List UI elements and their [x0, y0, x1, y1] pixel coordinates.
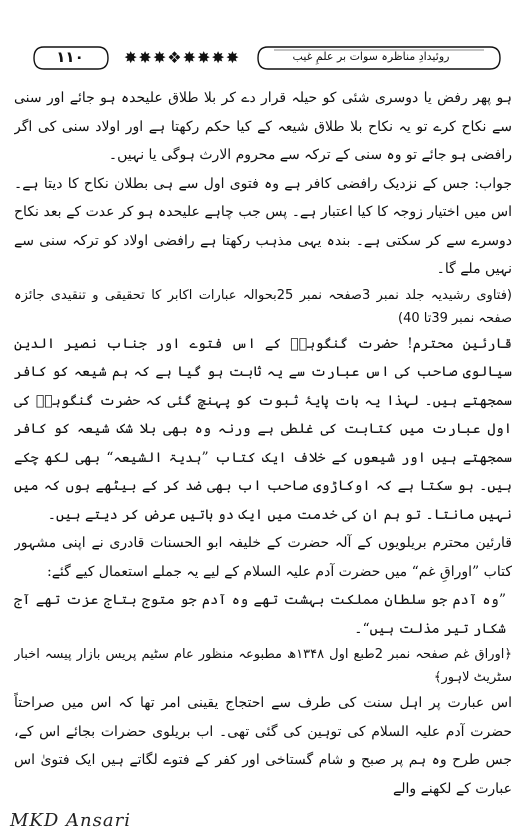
page-header — [12, 44, 512, 74]
ornament-divider-icon: ✸✸✸❖✸✸✸✸ — [124, 48, 241, 67]
paragraph-protest: اس عبارت پر اہل سنت کی طرف سے احتجاج یقینی امر تھا کہ اس میں صراحتاً حضرت آدم علیہ السلام کی توہین کی گئی تھی۔ اب بریلوی حضرات بجائے اس کے، جس طرح وہ ہم پر صبح و شام گستاخی اور کفر کے فتوے لگاتے ہیں ایک فتویٰ اس عبارت کے لکھنے والے — [14, 695, 512, 797]
paragraph-awraq: قارئین محترم بریلویوں کے آلہ حضرت کے خلیفہ ابو الحسنات قادری نے اپنی مشہور کتاب ”اوراقِ غم“ میں حضرت آدم علیہ السلام کے لیے یہ جملے استعمال کیے گئے: — [14, 535, 512, 580]
paragraph-readers: قارئین محترم! حضرت گنگوہیؒ کے اس فتوے اور جناب نصیر الدین سیالوی صاحب کی اس عبارت سے یہ ثابت ہو گیا ہے کہ ہم شیعہ کو کافر سمجھتے ہیں۔ لہذا یہ بات پایۂ ثبوت کو پہنچ گئی کہ حضرت گنگوہیؒ کی اول عبارت میں کتابت کی غلطی ہے ورنہ وہ بھی بلا شک شیعہ کو کافر سمجھتے ہیں اور شیعوں کے خلاف ایک کتاب ”ہدیۃ الشیعہ“ بھی لکھ چکے ہیں۔ ہو سکتا ہے کہ اوکاڑوی صاحب اب بھی ضد کر کے بیٹھے ہوں کہ میں نہیں مانتا۔ تو ہم ان کی خدمت میں ایک دو باتیں عرض کر دیتے ہیں۔ — [14, 335, 512, 523]
header-title: روئیدادِ مناظرہ سوات بر علمِ غیب — [292, 50, 450, 63]
signature: MKD Ansari — [10, 810, 131, 831]
citation-fatawa: (فتاوی رشیدیہ جلد نمبر 3صفحہ نمبر 25بحوالہ عبارات اکابر کا تحقیقی و تنقیدی جائزہ صفحہ نمبر 39تا 40) — [14, 287, 512, 326]
citation-awraq: ﴿اوراق غم صفحہ نمبر 2طبع اول ۱۳۴۸ھ مطبوعہ منظور عام سٹیم پریس بازار پیسہ اخبار سٹریٹ لاہور﴾ — [14, 647, 512, 685]
body-text — [14, 84, 512, 804]
paragraph-answer: جواب: جس کے نزدیک رافضی کافر ہے وہ فتوی اول سے ہی بطلان نکاح کا دیتا ہے۔ اس میں اختیار زوجہ کا کیا اعتبار ہے۔ پس جب چاہے علیحدہ ہو کر عدت کے بعد نکاح دوسرے سے کر سکتی ہے۔ بندہ یہی مذہب رکھتا ہے رافضی اولاد کو ترکہ سنی سے نہیں ملے گا۔ — [14, 175, 512, 277]
quotation: ”وہ آدم جو سلطان مملکت بہشت تھے وہ آدم جو متوج بتاج عزت تھے آج شکار تیر مذلت ہیں“۔ — [14, 592, 506, 637]
paragraph-question: ہو پھر رفض یا دوسری شئی کو حیلہ قرار دے کر بلا طلاق علیحدہ ہو جائے اور سنی سے نکاح کرے تو یہ نکاح بلا طلاق شیعہ کے کیا حکم رکھتا ہے اور اولاد سنی کی اگر رافضی ہو جائے تو وہ سنی کے ترکہ سے محروم الارث ہوگی یا نہیں۔ — [14, 90, 512, 163]
page-number: ۱۱۰ — [56, 48, 84, 66]
